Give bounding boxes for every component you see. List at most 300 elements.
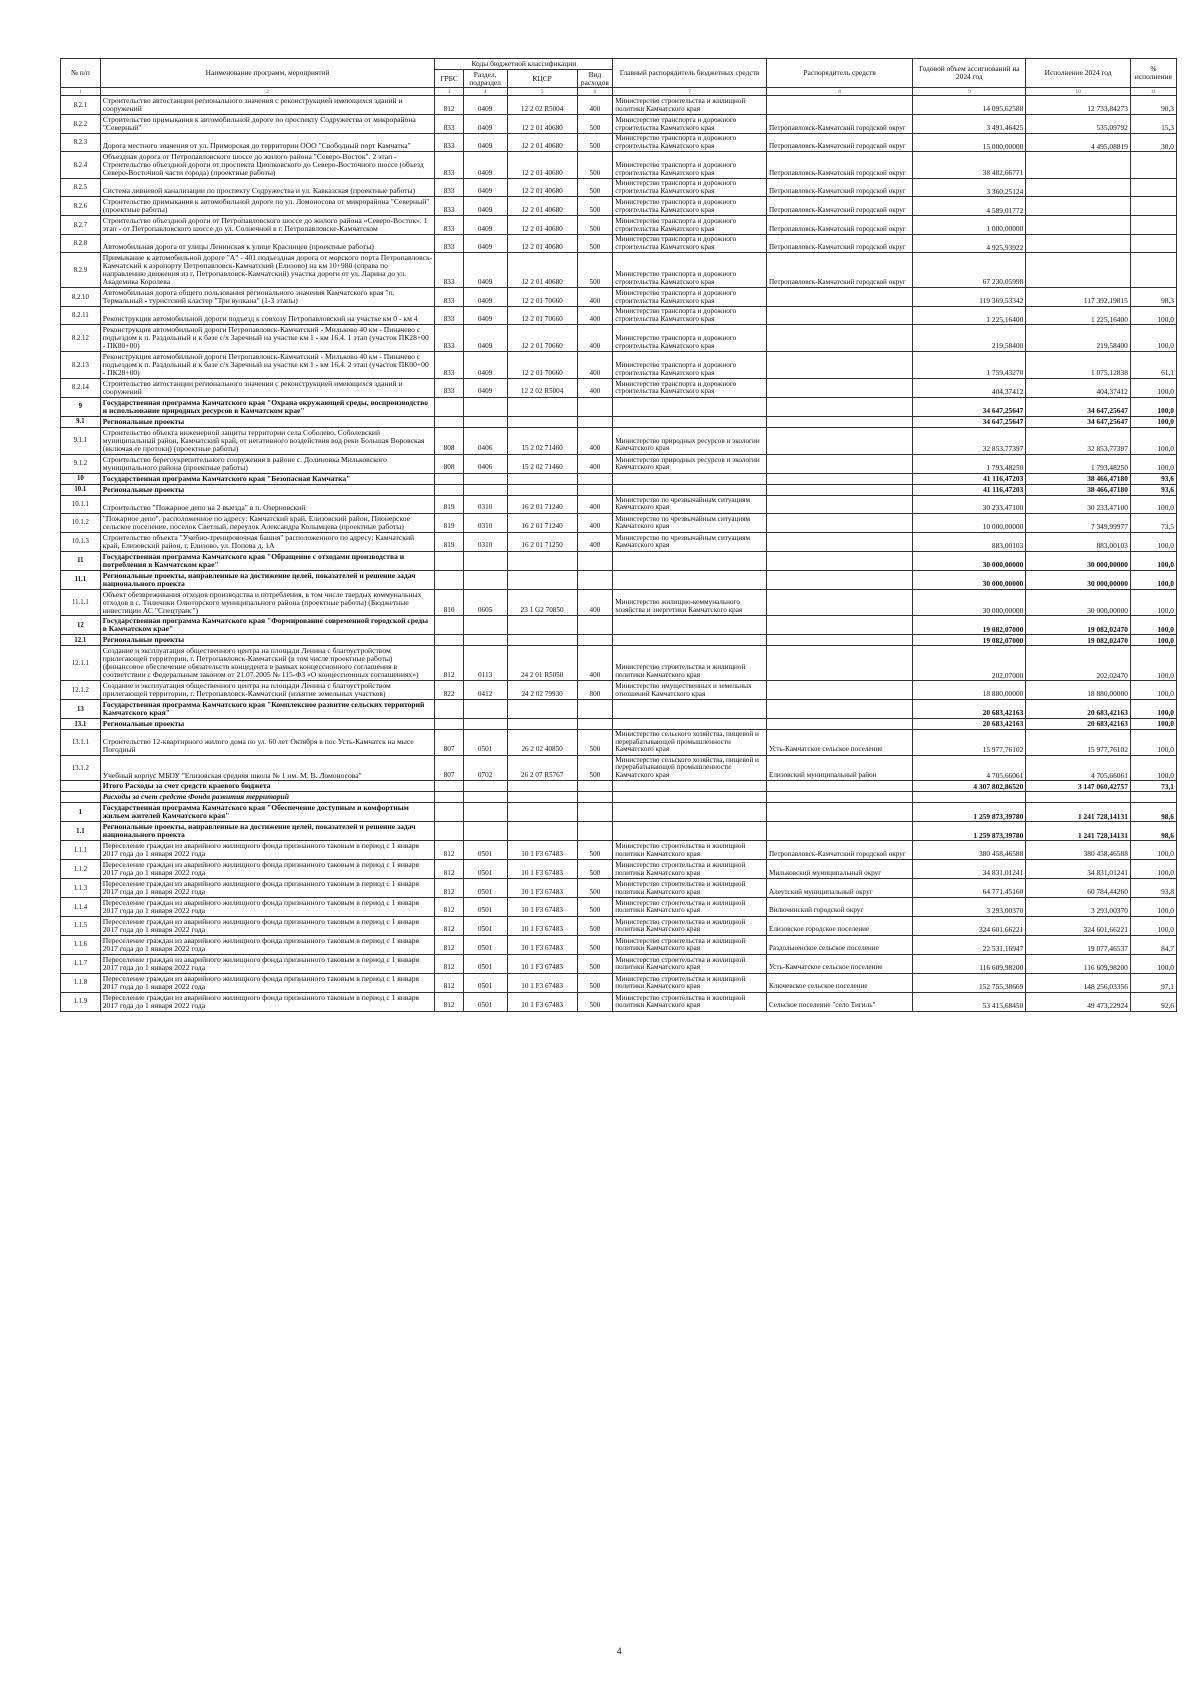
row-razdel: 0409: [463, 288, 507, 307]
row-annual: 14 095,62588: [913, 96, 1026, 115]
table-row: [61, 635, 1177, 646]
row-percent: 98,6: [1130, 822, 1176, 841]
row-name: Реконструкция автомобильной дороги Петропавловск-Камчатский - Мильково 40 км - Пиначево с подъездом к п. Раздольный и к базе с/х Заречный на участке км 1 - км 16,4. 2 этап (участок ПК00+00 - ПК28+00): [100, 352, 435, 379]
row-kcsr: 10 1 F3 67483: [507, 860, 577, 879]
table-row: [61, 860, 1177, 879]
row-execution: 324 601,66221: [1026, 917, 1131, 936]
row-manager: [766, 325, 912, 352]
row-grbs: [435, 473, 463, 484]
row-grbs: 812: [435, 96, 463, 115]
row-percent: 100,0: [1130, 635, 1176, 646]
row-razdel: [463, 635, 507, 646]
header-percent: % исполнения: [1130, 59, 1176, 88]
row-razdel: 0406: [463, 427, 507, 454]
row-razdel: 0501: [463, 973, 507, 992]
row-percent: 73,5: [1130, 513, 1176, 532]
row-kcsr: 10 1 F3 67483: [507, 935, 577, 954]
row-grbs: 833: [435, 235, 463, 253]
row-vid: 400: [577, 589, 613, 616]
row-razdel: [463, 398, 507, 417]
row-percent: 61,1: [1130, 352, 1176, 379]
row-annual: 1 759,43270: [913, 352, 1026, 379]
row-main-manager: [613, 635, 767, 646]
row-annual: 324 601,66221: [913, 917, 1026, 936]
row-razdel: 0409: [463, 325, 507, 352]
row-number: 8.2.7: [61, 216, 101, 235]
row-vid: 500: [577, 216, 613, 235]
row-manager: Алеутский муниципальный округ: [766, 879, 912, 898]
row-percent: 100,0: [1130, 681, 1176, 700]
row-main-manager: [613, 616, 767, 635]
row-annual: 20 683,42163: [913, 700, 1026, 719]
row-razdel: 0409: [463, 115, 507, 134]
table-row: [61, 134, 1177, 152]
row-annual: 15 977,76102: [913, 730, 1026, 756]
row-number: 11: [61, 551, 101, 570]
row-name: Государственная программа Камчатского края "Комплексное развитие сельских территорий Камчатского края": [100, 700, 435, 719]
row-name: Учебный корпус МБОУ "Елизовская средняя школа № 1 им. М. В. Ломоносова": [100, 755, 435, 781]
row-vid: 500: [577, 954, 613, 973]
header-kcsr: КЦСР: [507, 69, 577, 88]
row-main-manager: Министерство транспорта и дорожного строительства Камчатского края: [613, 216, 767, 235]
row-grbs: 812: [435, 646, 463, 681]
row-razdel: [463, 570, 507, 589]
row-manager: [766, 473, 912, 484]
budget-table: [60, 58, 1177, 1012]
table-row: [61, 152, 1177, 179]
row-vid: 500: [577, 253, 613, 288]
row-main-manager: Министерство транспорта и дорожного строительства Камчатского края: [613, 115, 767, 134]
row-kcsr: 12 2 01 40680: [507, 197, 577, 216]
row-manager: [766, 307, 912, 325]
row-manager: [766, 96, 912, 115]
row-execution: 20 683,42163: [1026, 719, 1131, 730]
row-number: 9: [61, 398, 101, 417]
row-main-manager: Министерство природных ресурсов и экологии Камчатского края: [613, 454, 767, 473]
row-name: Переселение граждан из аварийного жилищного фонда признанного таковым в период с 1 января 2017 года до 1 января 2022 года: [100, 860, 435, 879]
row-execution: 4 495,08819: [1026, 134, 1131, 152]
row-manager: Петропавловск-Камчатский городской округ: [766, 179, 912, 197]
row-number: 9.1: [61, 416, 101, 427]
row-annual: 3 491,46425: [913, 115, 1026, 134]
header-razdel: Раздел, подраздел: [463, 69, 507, 88]
row-manager: [766, 570, 912, 589]
row-main-manager: Министерство транспорта и дорожного строительства Камчатского края: [613, 152, 767, 179]
row-manager: [766, 398, 912, 417]
row-execution: 30 000,00000: [1026, 551, 1131, 570]
row-percent: 93,6: [1130, 484, 1176, 495]
row-kcsr: 12 2 01 40680: [507, 253, 577, 288]
row-number: 13: [61, 700, 101, 719]
row-vid: [577, 792, 613, 803]
row-grbs: 833: [435, 307, 463, 325]
row-main-manager: [613, 398, 767, 417]
row-percent: 100,0: [1130, 589, 1176, 616]
row-number: 1.1.5: [61, 917, 101, 936]
row-percent: 100,0: [1130, 427, 1176, 454]
row-annual: 64 771,45160: [913, 879, 1026, 898]
row-execution: 30 000,00000: [1026, 570, 1131, 589]
row-razdel: 0409: [463, 216, 507, 235]
row-number: 11.1.1: [61, 589, 101, 616]
row-annual: 22 531,16947: [913, 935, 1026, 954]
row-execution: 38 466,47180: [1026, 473, 1131, 484]
row-execution: 30 233,47100: [1026, 495, 1131, 513]
header-manager: Распорядитель средств: [766, 59, 912, 88]
row-razdel: [463, 719, 507, 730]
row-manager: [766, 551, 912, 570]
row-name: Строительство объекта "Учебно-тренировочная башня" расположенного по адресу: Камчатский край, Елизовский район, г. Елизово, ул. Попова д. 1А: [100, 532, 435, 551]
table-row: [61, 427, 1177, 454]
row-manager: [766, 646, 912, 681]
row-manager: [766, 454, 912, 473]
row-annual: 18 880,00000: [913, 681, 1026, 700]
row-razdel: 0501: [463, 841, 507, 860]
row-manager: Петропавловск-Камчатский городской округ: [766, 216, 912, 235]
row-execution: 1 793,48250: [1026, 454, 1131, 473]
row-vid: 500: [577, 115, 613, 134]
table-row: [61, 398, 1177, 417]
row-razdel: 0412: [463, 681, 507, 700]
table-row: [61, 325, 1177, 352]
row-main-manager: Министерство транспорта и дорожного строительства Камчатского края: [613, 352, 767, 379]
row-number: 8.2.14: [61, 379, 101, 398]
row-name: Строительство "Пожарное депо на 2 выезда" в п. Озерновский: [100, 495, 435, 513]
row-execution: 19 082,02470: [1026, 635, 1131, 646]
row-kcsr: 12 2 01 70660: [507, 352, 577, 379]
row-annual: 41 116,47203: [913, 484, 1026, 495]
row-annual: 116 609,98200: [913, 954, 1026, 973]
row-kcsr: 10 1 F3 67483: [507, 841, 577, 860]
row-kcsr: [507, 484, 577, 495]
page-mark: 4: [617, 1646, 622, 1656]
row-execution: [1026, 253, 1131, 288]
row-grbs: [435, 616, 463, 635]
row-kcsr: 26 2 02 40850: [507, 730, 577, 756]
row-percent: 100,0: [1130, 398, 1176, 417]
row-number: 8.2.10: [61, 288, 101, 307]
row-manager: Петропавловск-Камчатский городской округ: [766, 152, 912, 179]
row-main-manager: Министерство транспорта и дорожного строительства Камчатского края: [613, 197, 767, 216]
row-main-manager: Министерство строительства и жилищной политики Камчатского края: [613, 841, 767, 860]
row-razdel: 0501: [463, 898, 507, 917]
row-vid: [577, 781, 613, 792]
row-kcsr: 24 2 02 79930: [507, 681, 577, 700]
row-razdel: 0605: [463, 589, 507, 616]
row-main-manager: Министерство строительства и жилищной политики Камчатского края: [613, 954, 767, 973]
row-number: 10.1.3: [61, 532, 101, 551]
row-main-manager: [613, 803, 767, 822]
row-vid: [577, 551, 613, 570]
table-row: [61, 755, 1177, 781]
row-name: Автомобильная дорога общего пользования регионального значения Камчатского края "п. Термальный - туристский кластер "Три вулкана" (1-3 этапы): [100, 288, 435, 307]
row-kcsr: 12 2 01 40680: [507, 152, 577, 179]
row-annual: 1 000,00000: [913, 216, 1026, 235]
row-execution: 1 075,12838: [1026, 352, 1131, 379]
header-grbs: ГРБС: [435, 69, 463, 88]
row-percent: 100,0: [1130, 307, 1176, 325]
row-kcsr: [507, 473, 577, 484]
row-annual: 30 000,00000: [913, 570, 1026, 589]
row-manager: [766, 495, 912, 513]
row-percent: 100,0: [1130, 379, 1176, 398]
row-percent: 84,7: [1130, 935, 1176, 954]
row-manager: Петропавловск-Камчатский городской округ: [766, 841, 912, 860]
row-razdel: [463, 803, 507, 822]
row-grbs: [435, 398, 463, 417]
row-main-manager: Министерство строительства и жилищной политики Камчатского края: [613, 860, 767, 879]
row-execution: 19 082,02470: [1026, 616, 1131, 635]
row-name: "Пожарное депо", расположенное по адресу: Камчатский край, Елизовский район, Пионерское сельское поселение, поселок Светлый, переулок Александра Колымцева (проектные работы): [100, 513, 435, 532]
row-execution: 202,02470: [1026, 646, 1131, 681]
row-vid: 400: [577, 495, 613, 513]
row-main-manager: Министерство сельского хозяйства, пищевой и перерабатывающей промышленности Камчатского края: [613, 730, 767, 756]
row-razdel: 0501: [463, 954, 507, 973]
row-razdel: 0501: [463, 917, 507, 936]
row-vid: 400: [577, 325, 613, 352]
row-percent: 100,0: [1130, 646, 1176, 681]
row-number: 1.1.7: [61, 954, 101, 973]
row-percent: 100,0: [1130, 917, 1176, 936]
row-manager: [766, 719, 912, 730]
row-name: Дорога местного значения от ул. Приморская до территории ООО "Свободный порт Камчатка": [100, 134, 435, 152]
table-row: [61, 792, 1177, 803]
row-name: Региональные проекты: [100, 416, 435, 427]
row-manager: [766, 427, 912, 454]
row-main-manager: [613, 822, 767, 841]
row-annual: 34 647,25647: [913, 398, 1026, 417]
row-grbs: 833: [435, 179, 463, 197]
row-name: Государственная программа Камчатского края "Безопасная Камчатка": [100, 473, 435, 484]
row-percent: 100,0: [1130, 719, 1176, 730]
row-grbs: [435, 719, 463, 730]
row-main-manager: Министерство транспорта и дорожного строительства Камчатского края: [613, 379, 767, 398]
row-main-manager: Министерство по чрезвычайным ситуациям Камчатского края: [613, 513, 767, 532]
table-row: [61, 570, 1177, 589]
table-row: [61, 216, 1177, 235]
row-razdel: [463, 551, 507, 570]
row-execution: 49 473,22924: [1026, 992, 1131, 1011]
row-percent: 93,8: [1130, 879, 1176, 898]
column-index: 8: [766, 88, 912, 96]
row-grbs: [435, 803, 463, 822]
row-execution: 116 609,98200: [1026, 954, 1131, 973]
column-index: 5: [507, 88, 577, 96]
row-manager: Усть-Камчатское сельское поселение: [766, 954, 912, 973]
table-row: [61, 352, 1177, 379]
row-number: 8.2.2: [61, 115, 101, 134]
row-manager: [766, 513, 912, 532]
row-manager: [766, 781, 912, 792]
column-index: 6: [577, 88, 613, 96]
header-main-manager: Главный распорядитель бюджетных средств: [613, 59, 767, 88]
row-number: 8.2.9: [61, 253, 101, 288]
row-kcsr: [507, 781, 577, 792]
row-grbs: [435, 570, 463, 589]
column-index-row: [61, 88, 1177, 96]
row-name: Строительство автостанции регионального значения с реконструкцией имеющихся зданий и сооружений: [100, 379, 435, 398]
row-percent: 100,0: [1130, 495, 1176, 513]
row-main-manager: [613, 570, 767, 589]
row-annual: 119 369,53342: [913, 288, 1026, 307]
table-row: [61, 935, 1177, 954]
table-header: [61, 59, 1177, 96]
row-percent: [1130, 235, 1176, 253]
header-vid: Вид расходов: [577, 69, 613, 88]
row-execution: 3 293,00370: [1026, 898, 1131, 917]
row-vid: 400: [577, 513, 613, 532]
row-percent: 100,0: [1130, 954, 1176, 973]
row-kcsr: 10 1 F3 67483: [507, 954, 577, 973]
row-manager: [766, 352, 912, 379]
row-percent: 30,0: [1130, 134, 1176, 152]
table-row: [61, 646, 1177, 681]
row-main-manager: [613, 781, 767, 792]
table-row: [61, 898, 1177, 917]
row-manager: [766, 379, 912, 398]
row-vid: [577, 616, 613, 635]
row-kcsr: 12 2 01 40680: [507, 216, 577, 235]
row-percent: 100,0: [1130, 730, 1176, 756]
table-row: [61, 473, 1177, 484]
header-execution: Исполнение 2024 год: [1026, 59, 1131, 88]
row-name: Строительство берегоукрепительного сооружения в районе с. Долиновка Мильковского муниципального района (проектные работы): [100, 454, 435, 473]
row-execution: [1026, 179, 1131, 197]
row-vid: [577, 473, 613, 484]
row-annual: 4 589,01772: [913, 197, 1026, 216]
row-grbs: 819: [435, 513, 463, 532]
row-main-manager: Министерство строительства и жилищной политики Камчатского края: [613, 898, 767, 917]
row-vid: 400: [577, 307, 613, 325]
row-number: 12.1.1: [61, 646, 101, 681]
table-row: [61, 454, 1177, 473]
row-name: Объездная дорога от Петропавловского шоссе до жилого района "Северо-Восток". 2 этап - Строительство объездной дороги от проспекта Циолковского до Северо-Восточного шоссе (объезд Северо-Восточной части города) (проектные работы): [100, 152, 435, 179]
row-main-manager: Министерство строительства и жилищной политики Камчатского края: [613, 992, 767, 1011]
row-main-manager: Министерство по чрезвычайным ситуациям Камчатского края: [613, 532, 767, 551]
row-kcsr: [507, 719, 577, 730]
row-kcsr: 12 2 01 40680: [507, 235, 577, 253]
row-number: 10: [61, 473, 101, 484]
table-row: [61, 379, 1177, 398]
table-row: [61, 681, 1177, 700]
row-annual: 883,00103: [913, 532, 1026, 551]
row-annual: 3 293,00370: [913, 898, 1026, 917]
row-kcsr: [507, 700, 577, 719]
row-main-manager: [613, 484, 767, 495]
row-grbs: 812: [435, 992, 463, 1011]
row-annual: 10 000,00000: [913, 513, 1026, 532]
row-manager: [766, 681, 912, 700]
row-execution: [1026, 197, 1131, 216]
row-vid: 400: [577, 454, 613, 473]
header-annual: Годовой объем ассигнований на 2024 год: [913, 59, 1026, 88]
row-percent: 100,0: [1130, 416, 1176, 427]
row-grbs: 812: [435, 898, 463, 917]
header-name: Наименование программ, мероприятий: [100, 59, 435, 88]
row-vid: 500: [577, 134, 613, 152]
row-name: Строительство автостанции регионального значения с реконструкцией имеющихся зданий и сооружений: [100, 96, 435, 115]
row-grbs: 819: [435, 532, 463, 551]
row-grbs: 812: [435, 879, 463, 898]
row-main-manager: Министерство строительства и жилищной политики Камчатского края: [613, 879, 767, 898]
row-execution: 1 225,16400: [1026, 307, 1131, 325]
row-grbs: [435, 484, 463, 495]
row-main-manager: Министерство строительства и жилищной политики Камчатского края: [613, 917, 767, 936]
row-grbs: 833: [435, 379, 463, 398]
row-razdel: 0409: [463, 307, 507, 325]
row-main-manager: Министерство имущественных и земельных отношений Камчатского края: [613, 681, 767, 700]
row-vid: 500: [577, 860, 613, 879]
row-name: Переселение граждан из аварийного жилищного фонда признанного таковым в период с 1 января 2017 года до 1 января 2022 года: [100, 935, 435, 954]
row-annual: 1 259 873,39780: [913, 803, 1026, 822]
row-execution: 219,58400: [1026, 325, 1131, 352]
row-execution: 18 880,00000: [1026, 681, 1131, 700]
row-percent: 100,0: [1130, 898, 1176, 917]
row-kcsr: 24 2 01 R5050: [507, 646, 577, 681]
row-name: Строительство примыкания к автомобильной дороге по проспекту Содружества от микрорайона "Северный": [100, 115, 435, 134]
row-kcsr: 12 2 01 40680: [507, 115, 577, 134]
row-annual: 30 000,00000: [913, 551, 1026, 570]
row-vid: [577, 570, 613, 589]
row-main-manager: Министерство транспорта и дорожного строительства Камчатского края: [613, 288, 767, 307]
row-number: 1.1.6: [61, 935, 101, 954]
row-kcsr: 15 2 02 71460: [507, 427, 577, 454]
row-percent: 100,0: [1130, 841, 1176, 860]
row-main-manager: Министерство транспорта и дорожного строительства Камчатского края: [613, 235, 767, 253]
row-grbs: 833: [435, 253, 463, 288]
header-codes-group: Коды бюджетной классификации: [435, 59, 613, 70]
row-grbs: 833: [435, 134, 463, 152]
row-kcsr: 12 2 01 70660: [507, 307, 577, 325]
table-row: [61, 307, 1177, 325]
row-percent: [1130, 197, 1176, 216]
row-vid: 500: [577, 935, 613, 954]
row-razdel: 0501: [463, 879, 507, 898]
table-row: [61, 551, 1177, 570]
row-kcsr: 23 1 G2 70850: [507, 589, 577, 616]
row-kcsr: [507, 635, 577, 646]
table-row: [61, 532, 1177, 551]
row-annual: 19 082,07000: [913, 635, 1026, 646]
row-grbs: 812: [435, 860, 463, 879]
row-annual: 34 647,25647: [913, 416, 1026, 427]
table-row: [61, 253, 1177, 288]
row-name: Переселение граждан из аварийного жилищного фонда признанного таковым в период с 1 января 2017 года до 1 января 2022 года: [100, 841, 435, 860]
row-vid: 500: [577, 917, 613, 936]
row-main-manager: [613, 719, 767, 730]
row-main-manager: Министерство строительства и жилищной политики Камчатского края: [613, 96, 767, 115]
row-manager: [766, 616, 912, 635]
row-grbs: 833: [435, 288, 463, 307]
table-row: [61, 879, 1177, 898]
row-razdel: 0702: [463, 755, 507, 781]
row-name: Государственная программа Камчатского края "Охрана окружающей среды, воспроизводство и использование природных ресурсов в Камчатском крае": [100, 398, 435, 417]
row-kcsr: 10 1 F3 67483: [507, 879, 577, 898]
row-vid: 500: [577, 152, 613, 179]
table-row: [61, 513, 1177, 532]
row-razdel: 0409: [463, 253, 507, 288]
row-razdel: [463, 616, 507, 635]
row-kcsr: [507, 616, 577, 635]
row-main-manager: Министерство сельского хозяйства, пищевой и перерабатывающей промышленности Камчатского края: [613, 755, 767, 781]
row-number: 8.2.4: [61, 152, 101, 179]
row-number: 8.2.8: [61, 235, 101, 253]
row-vid: [577, 700, 613, 719]
row-manager: [766, 803, 912, 822]
row-execution: 34 831,01241: [1026, 860, 1131, 879]
row-vid: 400: [577, 352, 613, 379]
row-razdel: 0310: [463, 532, 507, 551]
